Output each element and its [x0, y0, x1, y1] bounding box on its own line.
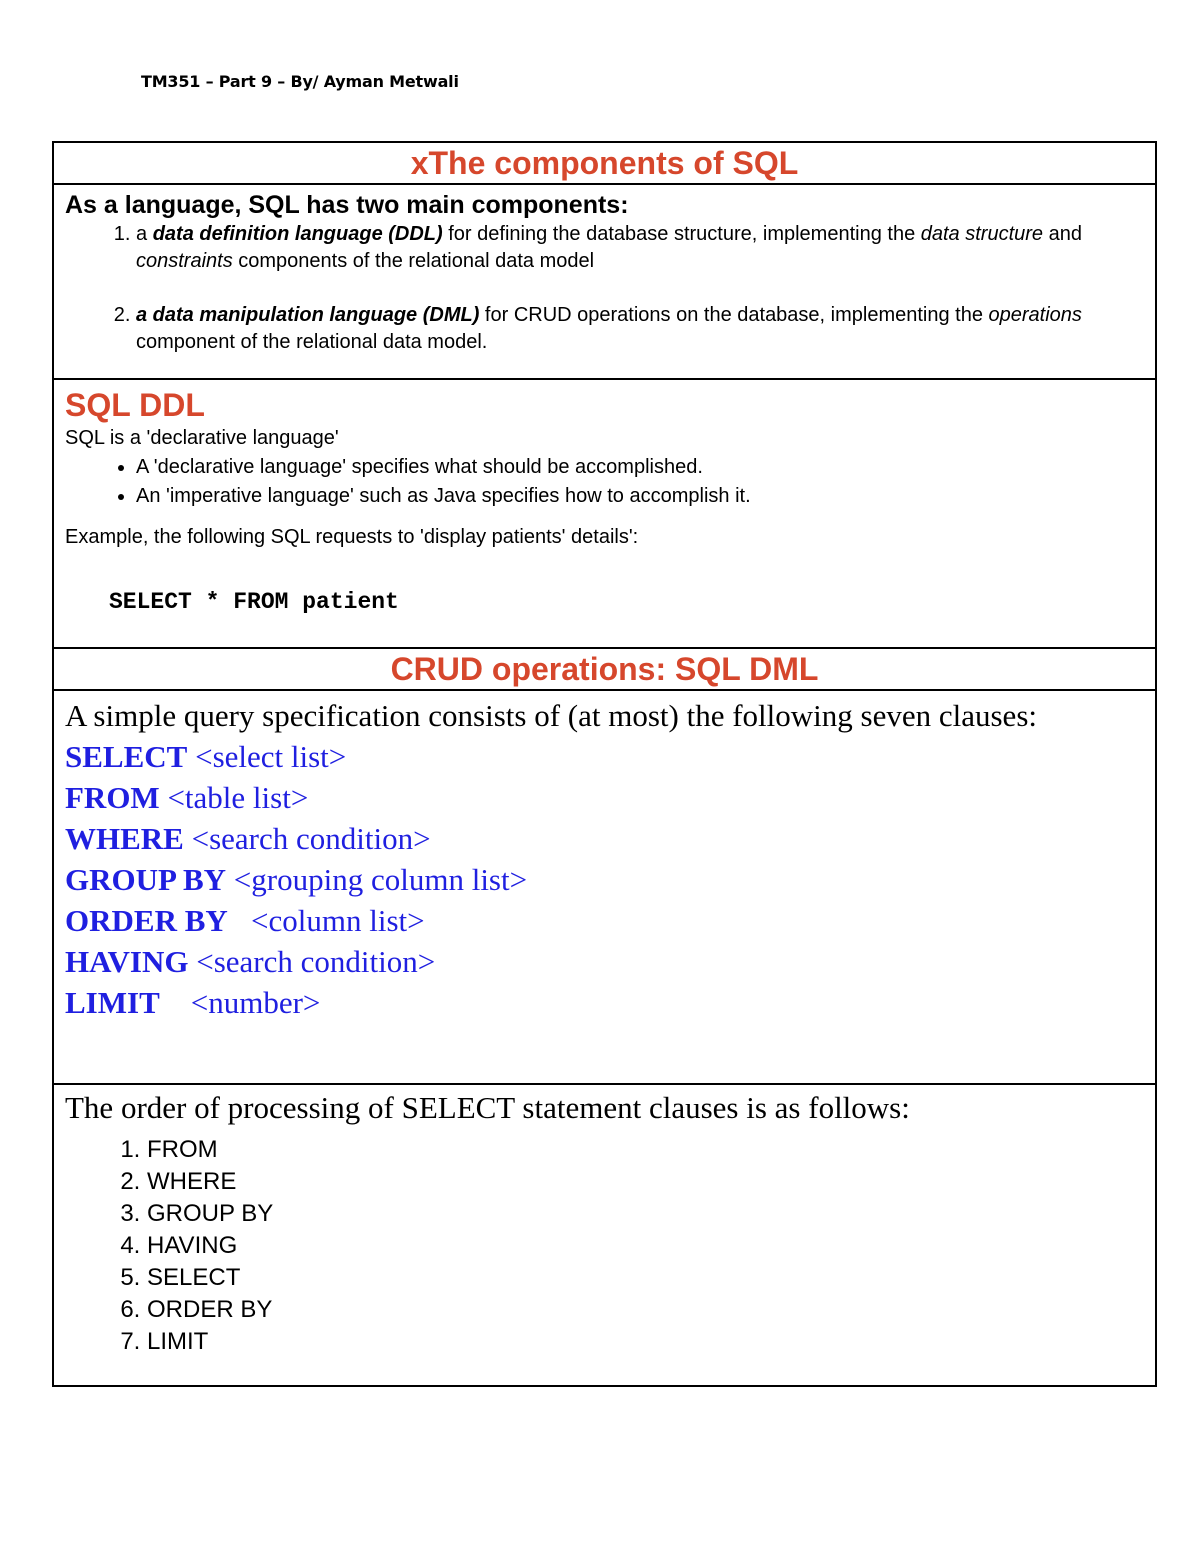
section2-row — [53, 379, 1156, 648]
section4-row — [53, 1084, 1156, 1386]
clause-having: HAVING <search condition> — [65, 944, 436, 979]
declarative-line: SQL is a 'declarative language' — [65, 427, 339, 449]
section2-cell — [53, 379, 1156, 648]
order-item: 2. WHERE — [147, 1166, 1155, 1198]
order-item: 6. ORDER BY — [147, 1294, 1155, 1326]
section3-body-row — [53, 690, 1156, 1084]
section4-cell — [53, 1084, 1156, 1386]
order-item: 7. LIMIT — [147, 1326, 1155, 1358]
code-sample: SELECT * FROM patient — [109, 589, 399, 615]
components-list — [65, 221, 1155, 356]
dml-term: a data manipulation language (DML) — [136, 304, 480, 326]
order-item: 5. SELECT — [147, 1262, 1155, 1294]
clause-from: FROM <table list> — [65, 780, 309, 815]
language-bullets — [65, 453, 1155, 511]
bullet-imperative: • An 'imperative language' such as Java specifies how to accomplish it. — [136, 482, 1155, 511]
section1-intro: As a language, SQL has two main components: — [65, 191, 629, 219]
section3-title-cell — [53, 648, 1156, 690]
query-intro: A simple query specification consists of (at most) the following seven clauses: — [65, 698, 1037, 733]
clause-order-by: ORDER BY <column list> — [65, 903, 425, 938]
example-text: Example, the following SQL requests to 'display patients' details': — [65, 526, 639, 548]
bullet-declarative: • A 'declarative language' specifies what should be accomplished. — [136, 453, 1155, 482]
order-item: 1. FROM — [147, 1134, 1155, 1166]
section1-title: xThe components of SQL — [410, 145, 799, 181]
section1-body-cell — [53, 184, 1156, 379]
list-item-dml: 2. a data manipulation language (DML) for CRUD operations on the database, implementing the operations component of the relational data model. — [136, 302, 1155, 356]
clause-select: SELECT <select list> — [65, 739, 347, 774]
ddl-term: data definition language (DDL) — [152, 223, 443, 245]
list-item-ddl: 1. a data definition language (DDL) for defining the database structure, implementing the data structure and constraints components of the relational data model — [136, 221, 1155, 275]
section3-title: CRUD operations: SQL DML — [390, 651, 819, 687]
section1-title-cell — [53, 142, 1156, 184]
section1-body-row — [53, 184, 1156, 379]
order-item: 4. HAVING — [147, 1230, 1155, 1262]
section1-title-row — [53, 142, 1156, 184]
section3-title-row — [53, 648, 1156, 690]
order-item: 3. GROUP BY — [147, 1198, 1155, 1230]
section3-body-cell — [53, 690, 1156, 1084]
processing-order-list — [65, 1134, 1155, 1358]
order-intro: The order of processing of SELECT statement clauses is as follows: — [65, 1090, 910, 1125]
clause-group-by: GROUP BY <grouping column list> — [65, 862, 528, 897]
clause-where: WHERE <search condition> — [65, 821, 431, 856]
notes-table — [52, 141, 1157, 1387]
clause-limit: LIMIT <number> — [65, 985, 321, 1020]
page-header: TM351 – Part 9 – By/ Ayman Metwali — [141, 72, 459, 91]
section2-title: SQL DDL — [65, 387, 205, 423]
